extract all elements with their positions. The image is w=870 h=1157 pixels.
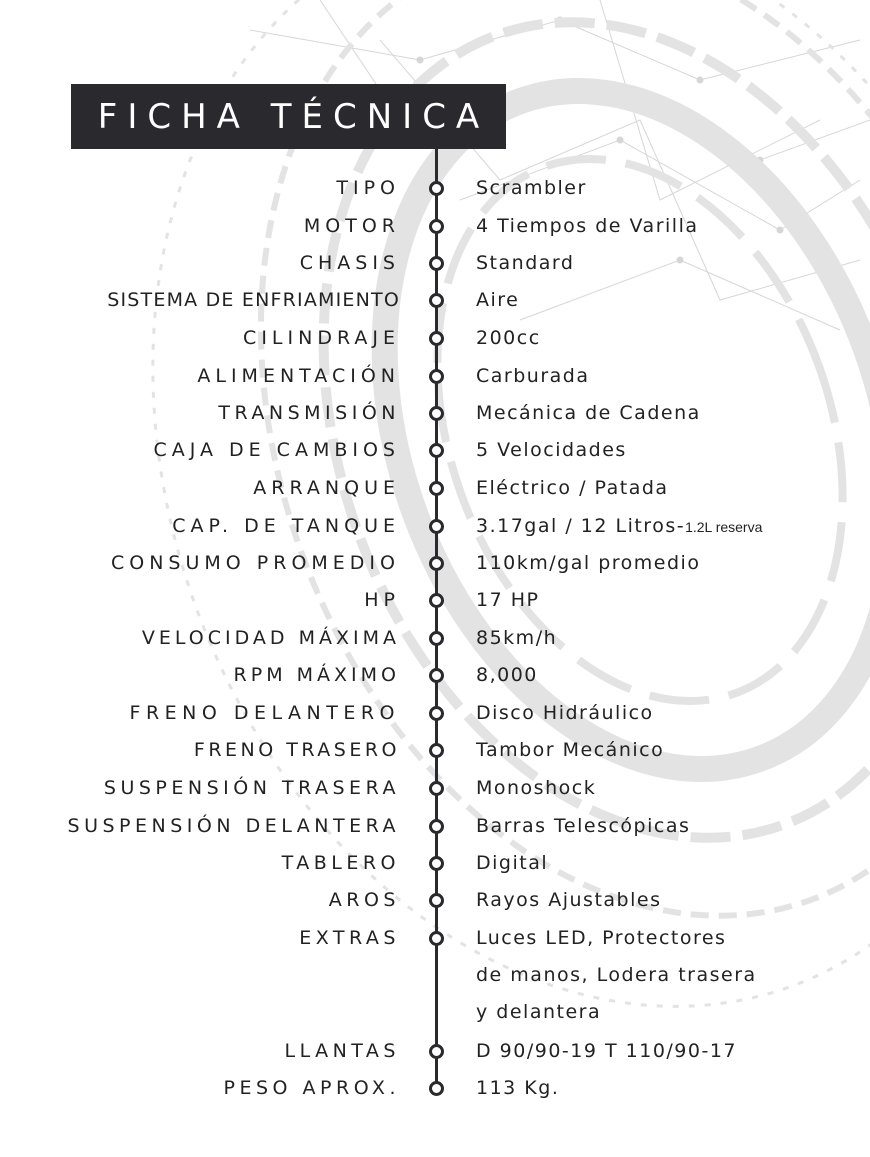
spec-value-text: 5 Velocidades xyxy=(476,439,627,461)
spec-label: ALIMENTACIÓN xyxy=(197,365,400,387)
spec-label: VELOCIDAD MÁXIMA xyxy=(141,627,400,649)
spec-row xyxy=(0,1033,870,1069)
timeline-node xyxy=(429,406,444,421)
spec-label: LLANTAS xyxy=(284,1040,400,1062)
timeline-node xyxy=(429,293,444,308)
spec-row xyxy=(0,358,870,394)
spec-row xyxy=(0,920,870,956)
timeline-node xyxy=(429,631,444,646)
timeline-node xyxy=(429,331,444,346)
spec-value-text: Monoshock xyxy=(476,777,597,799)
spec-label: CILINDRAJE xyxy=(243,327,400,349)
spec-value-text: 3.17gal / 12 Litros- xyxy=(476,515,686,537)
page-title: FICHA TÉCNICA xyxy=(71,84,506,149)
spec-value xyxy=(476,358,589,394)
timeline-node xyxy=(429,256,444,271)
spec-value-line: de manos, Lodera trasera xyxy=(476,964,757,986)
spec-row xyxy=(0,470,870,506)
spec-row xyxy=(0,808,870,844)
spec-label: FRENO TRASERO xyxy=(193,739,400,761)
timeline-node xyxy=(429,181,444,196)
spec-row xyxy=(0,170,870,206)
spec-label: AROS xyxy=(328,889,400,911)
spec-value xyxy=(476,395,701,431)
spec-row xyxy=(0,432,870,468)
timeline-node xyxy=(429,706,444,721)
spec-row xyxy=(0,208,870,244)
spec-label: CAP. DE TANQUE xyxy=(172,515,400,537)
timeline-node xyxy=(429,819,444,834)
spec-row xyxy=(0,582,870,618)
spec-value xyxy=(476,808,690,844)
spec-value-text: Aire xyxy=(476,289,520,311)
spec-label: SUSPENSIÓN DELANTERA xyxy=(67,815,400,837)
spec-row xyxy=(0,395,870,431)
spec-value-line: y delantera xyxy=(476,1001,602,1023)
spec-value xyxy=(476,170,587,206)
spec-label: CONSUMO PROMEDIO xyxy=(111,552,400,574)
spec-value xyxy=(476,282,519,318)
spec-row-continuation xyxy=(0,957,870,993)
spec-value-text: Disco Hidráulico xyxy=(476,702,654,724)
timeline-node xyxy=(429,556,444,571)
spec-value-text: Standard xyxy=(476,252,575,274)
spec-row xyxy=(0,1070,870,1106)
spec-value xyxy=(476,320,541,356)
spec-row xyxy=(0,770,870,806)
spec-label: SUSPENSIÓN TRASERA xyxy=(103,777,400,799)
spec-label: HP xyxy=(364,589,400,611)
spec-label: ARRANQUE xyxy=(253,477,400,499)
spec-label: FRENO DELANTERO xyxy=(129,702,400,724)
spec-value-text: 110km/gal promedio xyxy=(476,552,701,574)
spec-value xyxy=(476,1070,559,1106)
spec-row xyxy=(0,845,870,881)
spec-value-text: 8,000 xyxy=(476,664,538,686)
spec-value-text: 200cc xyxy=(476,327,541,349)
timeline-node xyxy=(429,893,444,908)
timeline-node xyxy=(429,668,444,683)
spec-row xyxy=(0,882,870,918)
spec-value xyxy=(476,545,700,581)
spec-row xyxy=(0,320,870,356)
spec-label: EXTRAS xyxy=(299,927,400,949)
spec-value xyxy=(476,920,726,956)
timeline-node xyxy=(429,519,444,534)
spec-value xyxy=(476,1033,737,1069)
spec-value xyxy=(476,732,664,768)
timeline-node xyxy=(429,593,444,608)
timeline-node xyxy=(429,743,444,758)
timeline-node xyxy=(429,369,444,384)
spec-value-text: Eléctrico / Patada xyxy=(476,477,669,499)
spec-label: TABLERO xyxy=(281,852,400,874)
timeline-node xyxy=(429,219,444,234)
spec-value xyxy=(476,770,596,806)
spec-value-text: Digital xyxy=(476,852,549,874)
spec-row xyxy=(0,508,870,544)
spec-value-text: Tambor Mecánico xyxy=(476,739,665,761)
spec-value xyxy=(476,620,557,656)
spec-row xyxy=(0,695,870,731)
spec-value-text: 17 HP xyxy=(476,589,540,611)
spec-row xyxy=(0,620,870,656)
spec-value-note: 1.2L reserva xyxy=(685,519,763,535)
spec-value xyxy=(476,432,627,468)
spec-label: TRANSMISIÓN xyxy=(218,402,400,424)
spec-label: SISTEMA DE ENFRIAMIENTO xyxy=(107,289,400,311)
spec-label: CHASIS xyxy=(299,252,400,274)
spec-row xyxy=(0,657,870,693)
spec-value-text: Barras Telescópicas xyxy=(476,815,691,837)
timeline-node xyxy=(429,481,444,496)
timeline-node xyxy=(429,856,444,871)
spec-value xyxy=(476,657,538,693)
spec-value-text: 85km/h xyxy=(476,627,558,649)
spec-value xyxy=(476,695,654,731)
spec-value xyxy=(476,208,699,244)
spec-value-text: 4 Tiempos de Varilla xyxy=(476,215,699,237)
spec-value-text: Mecánica de Cadena xyxy=(476,402,701,424)
spec-value-text: Rayos Ajustables xyxy=(476,889,662,911)
spec-label: MOTOR xyxy=(303,215,400,237)
spec-value xyxy=(476,582,539,618)
spec-label: RPM MÁXIMO xyxy=(233,664,400,686)
spec-row xyxy=(0,545,870,581)
spec-label: CAJA DE CAMBIOS xyxy=(153,439,400,461)
timeline-node xyxy=(429,931,444,946)
spec-value-text: D 90/90-19 T 110/90-17 xyxy=(476,1040,738,1062)
spec-value-text: Scrambler xyxy=(476,177,587,199)
spec-value xyxy=(476,470,669,506)
spec-value-text: Carburada xyxy=(476,365,590,387)
spec-value xyxy=(476,508,762,544)
spec-value-text: 113 Kg. xyxy=(476,1077,560,1099)
spec-value xyxy=(476,245,574,281)
spec-row xyxy=(0,732,870,768)
timeline-node xyxy=(429,781,444,796)
spec-value xyxy=(476,882,661,918)
spec-row-continuation xyxy=(0,994,870,1030)
spec-row xyxy=(0,282,870,318)
timeline-node xyxy=(429,1044,444,1059)
spec-value-text: Luces LED, Protectores xyxy=(476,927,727,949)
spec-value xyxy=(476,845,548,881)
spec-label: PESO APROX. xyxy=(223,1077,400,1099)
timeline-node xyxy=(429,443,444,458)
spec-label: TIPO xyxy=(336,177,400,199)
spec-row xyxy=(0,245,870,281)
timeline-node xyxy=(429,1081,444,1096)
